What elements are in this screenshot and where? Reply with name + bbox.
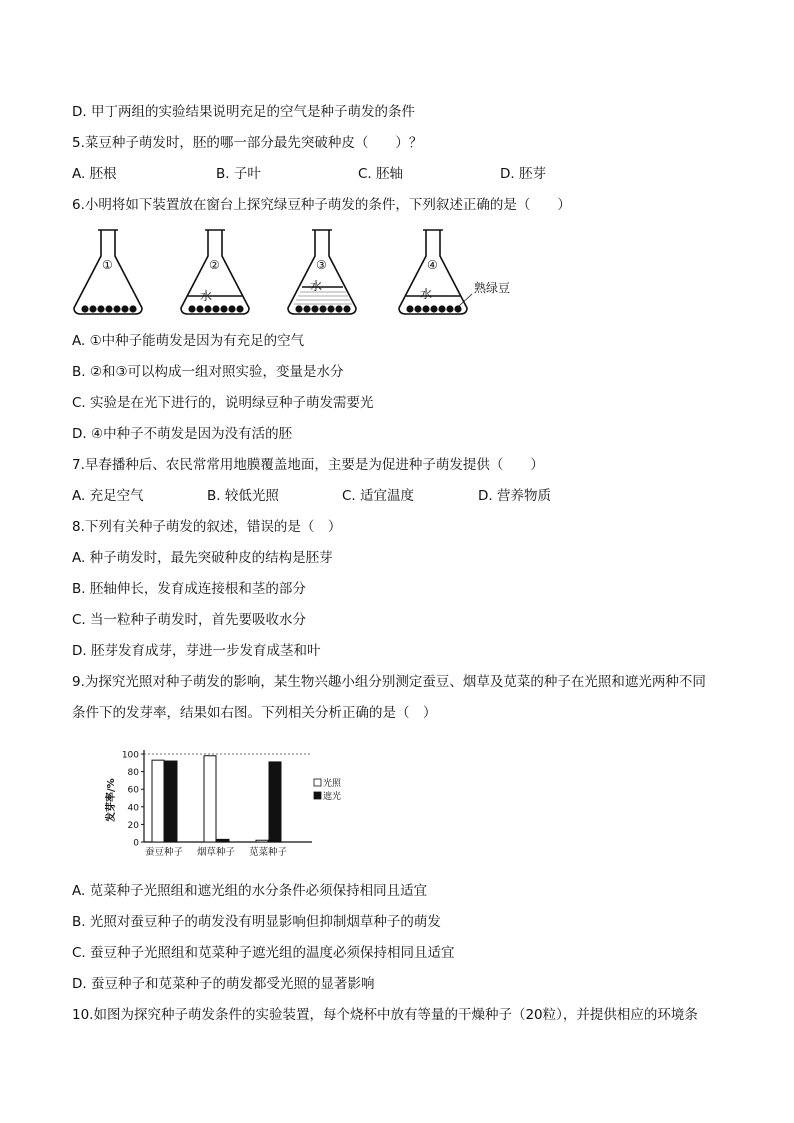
flask-figure [70, 224, 530, 320]
bar-0-0 [152, 760, 164, 842]
legend-label: 光照 [323, 779, 342, 789]
q9-option-a: A. 苋菜种子光照组和遮光组的水分条件必须保持相同且适宜 [72, 883, 428, 899]
flask-1 [74, 230, 142, 314]
flask-label-2: ② [209, 258, 220, 272]
category-label: 苋菜种子 [248, 847, 288, 858]
q5-option-b: B. 子叶 [216, 166, 261, 182]
q10-stem: 10.如图为探究种子萌发条件的实验装置，每个烧杯中放有等量的干燥种子（20粒），并提供相应的环境条 [72, 1007, 698, 1023]
water-label-4: 水 [420, 287, 433, 301]
q5-option-a: A. 胚根 [72, 166, 117, 182]
flask-2 [181, 230, 249, 314]
q7-option-d: D. 营养物质 [478, 488, 551, 504]
q5-option-c: C. 胚轴 [358, 166, 404, 182]
bar-2-0 [256, 840, 268, 842]
bar-2-1 [269, 762, 281, 842]
q9-option-c: C. 蚕豆种子光照组和苋菜种子遮光组的温度必须保持相同且适宜 [72, 945, 455, 961]
legend-label: 遮光 [323, 792, 342, 802]
q4-option-d: D. 甲丁两组的实验结果说明充足的空气是种子萌发的条件 [72, 104, 415, 120]
y-tick-label: 100 [121, 750, 139, 761]
q5-option-d: D. 胚芽 [500, 166, 546, 182]
flask-4 [399, 230, 467, 314]
q8-option-b: B. 胚轴伸长，发育成连接根和茎的部分 [72, 581, 306, 597]
q7-option-c: C. 适宜温度 [342, 488, 415, 504]
flask-label-3: ③ [316, 258, 327, 272]
q6-option-a: A. ①中种子能萌发是因为有充足的空气 [72, 333, 305, 349]
y-axis-label: 发芽率/% [106, 778, 117, 822]
seed-label: 熟绿豆 [474, 281, 511, 295]
q8-stem: 8.下列有关种子萌发的叙述，错误的是（ ） [72, 519, 342, 535]
bar-0-1 [165, 761, 177, 842]
water-label-2: 水 [200, 289, 213, 303]
q6-stem: 6.小明将如下装置放在窗台上探究绿豆种子萌发的条件，下列叙述正确的是（ ） [72, 197, 571, 213]
y-tick-label: 40 [127, 803, 139, 814]
flask-label-1: ① [102, 258, 113, 272]
q9-stem-line1: 9.为探究光照对种子萌发的影响，某生物兴趣小组分别测定蚕豆、烟草及苋菜的种子在光照和遮光两种不同 [72, 674, 706, 690]
q8-option-d: D. 胚芽发育成芽，芽进一步发育成茎和叶 [72, 643, 321, 659]
q7-option-a: A. 充足空气 [72, 488, 144, 504]
q8-option-a: A. 种子萌发时，最先突破种皮的结构是胚芽 [72, 550, 333, 566]
q8-option-c: C. 当一粒种子萌发时，首先要吸收水分 [72, 612, 307, 628]
flask-label-4: ④ [427, 258, 438, 272]
q5-stem: 5.菜豆种子萌发时，胚的哪一部分最先突破种皮（ ）？ [72, 135, 423, 151]
q7-stem: 7.早春播种后、农民常常用地膜覆盖地面，主要是为促进种子萌发提供（ ） [72, 457, 544, 473]
water-label-3: 水 [310, 279, 323, 293]
q7-option-b: B. 较低光照 [207, 488, 279, 504]
seeds [81, 305, 461, 312]
legend-swatch [314, 792, 321, 799]
q6-option-b: B. ②和③可以构成一组对照实验，变量是水分 [72, 364, 344, 380]
flask-3 [288, 230, 356, 314]
bar-1-0 [204, 756, 216, 842]
category-label: 蚕豆种子 [144, 847, 184, 858]
y-tick-label: 20 [127, 820, 139, 831]
category-label: 烟草种子 [196, 847, 236, 858]
y-tick-label: 60 [127, 785, 139, 796]
q9-stem-line2: 条件下的发芽率，结果如右图。下列相关分析正确的是（ ） [72, 705, 437, 721]
germination-chart [100, 742, 360, 866]
legend-swatch [314, 779, 321, 786]
q9-option-d: D. 蚕豆种子和苋菜种子的萌发都受光照的显著影响 [72, 976, 375, 992]
water-hatch-3 [294, 292, 352, 304]
y-tick-label: 0 [133, 838, 139, 849]
bar-1-1 [217, 839, 229, 842]
q6-option-c: C. 实验是在光下进行的，说明绿豆种子萌发需要光 [72, 395, 374, 411]
y-tick-label: 80 [127, 768, 139, 779]
q9-option-b: B. 光照对蚕豆种子的萌发没有明显影响但抑制烟草种子的萌发 [72, 914, 441, 930]
q6-option-d: D. ④中种子不萌发是因为没有活的胚 [72, 426, 293, 442]
